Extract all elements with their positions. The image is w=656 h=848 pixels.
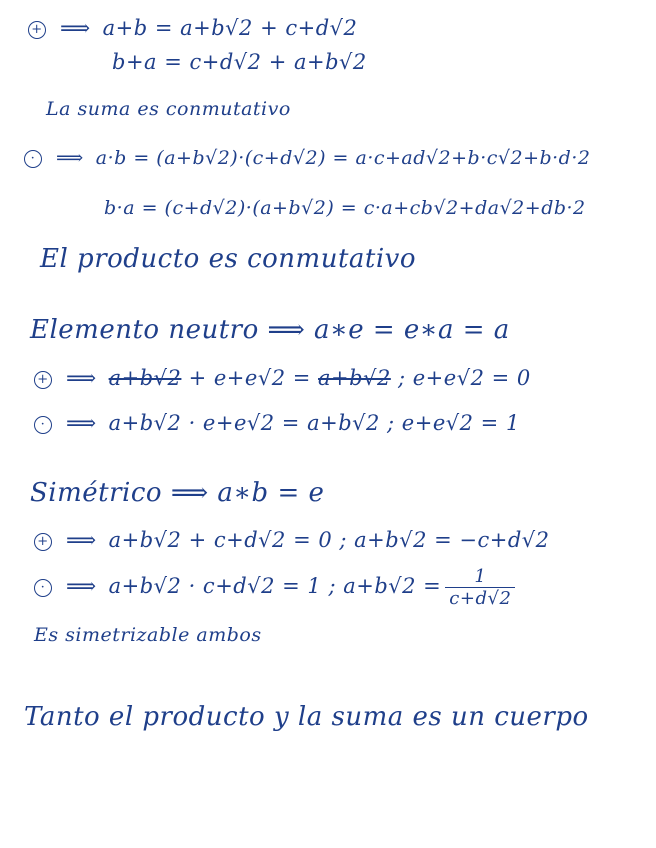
symmetric-product-line bbox=[34, 566, 515, 609]
struck-term-2: a+b√2 bbox=[318, 366, 391, 390]
symmetric-sum-equation: a+b√2 + c+d√2 = 0 ; a+b√2 = −c+d√2 bbox=[108, 528, 550, 552]
circled-dot-icon: · bbox=[34, 579, 52, 597]
sum-conclusion: La suma es conmutativo bbox=[46, 98, 291, 120]
implies-arrow-icon: ⟹ bbox=[66, 366, 97, 390]
implies-arrow-icon: ⟹ bbox=[66, 411, 97, 435]
fraction-numerator: 1 bbox=[445, 566, 515, 588]
symmetric-conclusion: Es simetrizable ambos bbox=[34, 624, 262, 646]
circled-dot-icon: · bbox=[34, 416, 52, 434]
sum-equation-1: a+b = a+b√2 + c+d√2 bbox=[102, 16, 358, 40]
neutral-sum-line bbox=[34, 366, 531, 390]
final-statement: Tanto el producto y la suma es un cuerpo bbox=[24, 702, 589, 732]
product-conclusion: El producto es conmutativo bbox=[40, 244, 417, 274]
sum-equation-2: b+a = c+d√2 + a+b√2 bbox=[112, 50, 367, 74]
product-equation-1: a·b = (a+b√2)·(c+d√2) = a·c+ad√2+b·c√2+b·d·2 bbox=[95, 147, 591, 169]
symmetric-title: Simétrico ⟹ a∗b = e bbox=[30, 478, 325, 508]
fraction-denominator: c+d√2 bbox=[449, 588, 512, 609]
implies-arrow-icon: ⟹ bbox=[60, 16, 91, 40]
neutral-element-title: Elemento neutro ⟹ a∗e = e∗a = a bbox=[30, 315, 510, 345]
struck-term: a+b√2 bbox=[108, 366, 182, 390]
sum-commutative-line-2 bbox=[112, 50, 367, 74]
product-commutative-line-2 bbox=[104, 197, 586, 219]
sum-commutative-line-1 bbox=[28, 16, 357, 40]
symmetric-product-equation: a+b√2 · c+d√2 = 1 ; a+b√2 = bbox=[108, 574, 442, 598]
symmetric-sum-line bbox=[34, 528, 550, 552]
product-equation-2: b·a = (c+d√2)·(a+b√2) = c·a+cb√2+da√2+db·2 bbox=[104, 197, 586, 219]
circled-plus-icon: + bbox=[28, 21, 46, 39]
neutral-sum-middle: + e+e√2 = bbox=[181, 366, 319, 390]
circled-dot-icon: · bbox=[24, 150, 42, 168]
implies-arrow-icon: ⟹ bbox=[66, 574, 97, 598]
neutral-product-equation: a+b√2 · e+e√2 = a+b√2 ; e+e√2 = 1 bbox=[108, 411, 520, 435]
circled-plus-icon: + bbox=[34, 371, 52, 389]
neutral-sum-rest: ; e+e√2 = 0 bbox=[390, 366, 531, 390]
fraction bbox=[445, 566, 515, 609]
neutral-product-line bbox=[34, 411, 520, 435]
implies-arrow-icon: ⟹ bbox=[66, 528, 97, 552]
implies-arrow-icon: ⟹ bbox=[56, 147, 84, 169]
product-commutative-line-1 bbox=[24, 147, 590, 169]
circled-plus-icon: + bbox=[34, 533, 52, 551]
